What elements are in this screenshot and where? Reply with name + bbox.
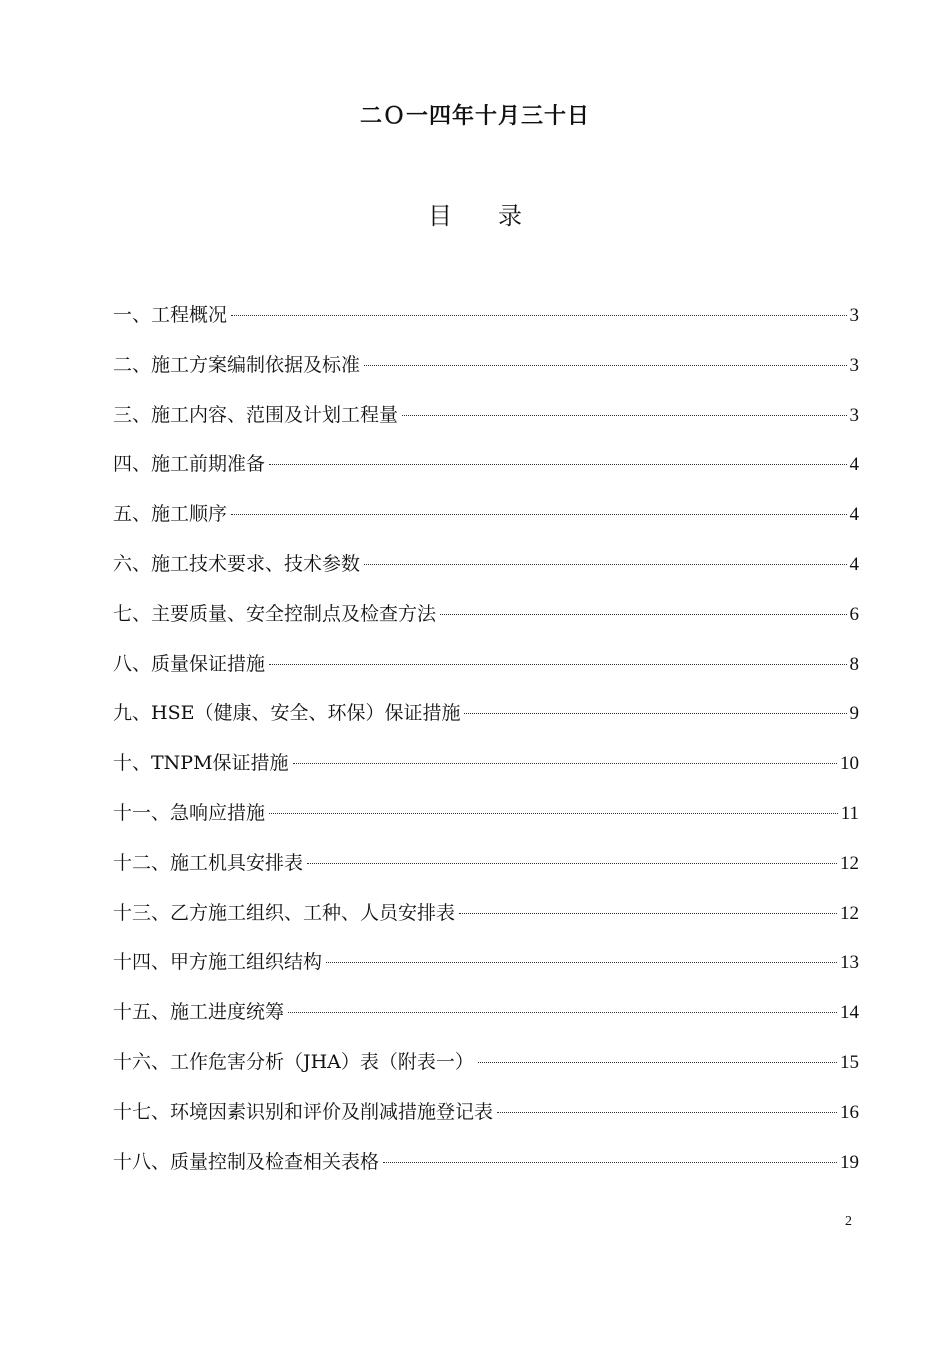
toc-entry-label: 一、工程概况	[113, 304, 228, 326]
toc-entry[interactable]	[113, 795, 859, 845]
toc-entry-label: 七、主要质量、安全控制点及检查方法	[113, 602, 437, 625]
toc-entry[interactable]	[113, 446, 859, 496]
toc-entry-label: 十七、环境因素识别和评价及削减措施登记表	[113, 1100, 494, 1123]
toc-entry[interactable]	[113, 895, 859, 945]
toc-entry[interactable]	[113, 845, 859, 895]
toc-heading-char-1: 目	[428, 202, 452, 230]
toc-entry-label: 十八、质量控制及检查相关表格	[113, 1150, 380, 1173]
toc-entry[interactable]	[113, 646, 859, 696]
dot-leader	[478, 1062, 837, 1063]
toc-entry[interactable]	[113, 1144, 859, 1194]
table-of-contents	[113, 297, 859, 1193]
dot-leader	[464, 713, 846, 714]
toc-entry[interactable]	[113, 1094, 859, 1144]
toc-entry[interactable]	[113, 397, 859, 447]
toc-entry[interactable]	[113, 596, 859, 646]
dot-leader	[269, 813, 838, 814]
toc-entry-label: 八、质量保证措施	[113, 652, 266, 675]
toc-entry-page: 3	[849, 305, 859, 326]
toc-entry-label: 十二、施工机具安排表	[113, 851, 304, 874]
toc-entry[interactable]	[113, 695, 859, 745]
dot-leader	[440, 614, 846, 615]
toc-entry-label: 十六、工作危害分析（JHA）表（附表一）	[113, 1050, 474, 1073]
dot-leader	[364, 564, 846, 565]
toc-entry-page: 9	[849, 703, 859, 725]
toc-entry-page: 10	[840, 753, 859, 775]
toc-entry-page: 6	[849, 603, 859, 625]
toc-entry-label: 十、TNPM保证措施	[113, 752, 289, 775]
dot-leader	[269, 464, 846, 465]
toc-entry-label: 四、施工前期准备	[113, 453, 266, 476]
dot-leader	[288, 1012, 837, 1013]
toc-entry-page: 19	[840, 1151, 859, 1173]
dot-leader	[307, 863, 837, 864]
dot-leader	[269, 664, 846, 665]
toc-entry-label: 五、施工顺序	[113, 503, 228, 526]
dot-leader	[383, 1162, 837, 1163]
toc-entry[interactable]	[113, 496, 859, 546]
toc-entry-label: 九、HSE（健康、安全、环保）保证措施	[113, 702, 461, 725]
toc-entry[interactable]	[113, 994, 859, 1044]
toc-entry-page: 15	[840, 1051, 859, 1073]
toc-heading	[0, 196, 950, 236]
toc-entry[interactable]	[113, 1044, 859, 1094]
toc-entry-label: 十五、施工进度统筹	[113, 1001, 285, 1024]
toc-entry-label: 十四、甲方施工组织结构	[113, 951, 323, 974]
dot-leader	[364, 365, 846, 366]
toc-entry[interactable]	[113, 546, 859, 596]
dot-leader	[231, 315, 846, 316]
toc-entry[interactable]	[113, 944, 859, 994]
toc-entry-page: 4	[849, 454, 859, 476]
toc-entry-label: 十三、乙方施工组织、工种、人员安排表	[113, 901, 456, 924]
dot-leader	[459, 913, 837, 914]
page-number: 2	[845, 1214, 852, 1229]
dot-leader	[326, 962, 837, 963]
toc-entry-page: 4	[849, 553, 859, 575]
toc-heading-char-2: 录	[498, 202, 522, 230]
toc-entry[interactable]	[113, 347, 859, 397]
toc-entry-page: 13	[840, 952, 859, 974]
toc-entry-page: 14	[840, 1002, 859, 1024]
toc-entry-page: 12	[840, 852, 859, 874]
toc-entry-label: 二、施工方案编制依据及标准	[113, 353, 361, 376]
dot-leader	[497, 1112, 837, 1113]
toc-entry-label: 三、施工内容、范围及计划工程量	[113, 403, 399, 426]
document-date: 二Ｏ一四年十月三十日	[359, 103, 590, 129]
toc-entry-page: 11	[840, 802, 859, 824]
dot-leader	[402, 415, 846, 416]
toc-entry-page: 16	[840, 1101, 859, 1123]
toc-entry[interactable]	[113, 745, 859, 795]
toc-entry-label: 十一、急响应措施	[113, 801, 266, 824]
dot-leader	[231, 514, 846, 515]
toc-entry[interactable]	[113, 297, 859, 347]
toc-entry-page: 12	[840, 902, 859, 924]
toc-entry-page: 8	[849, 653, 859, 675]
toc-entry-page: 4	[849, 504, 859, 526]
toc-entry-label: 六、施工技术要求、技术参数	[113, 552, 361, 575]
toc-entry-page: 3	[849, 404, 859, 426]
dot-leader	[293, 763, 837, 764]
toc-entry-page: 3	[849, 354, 859, 376]
